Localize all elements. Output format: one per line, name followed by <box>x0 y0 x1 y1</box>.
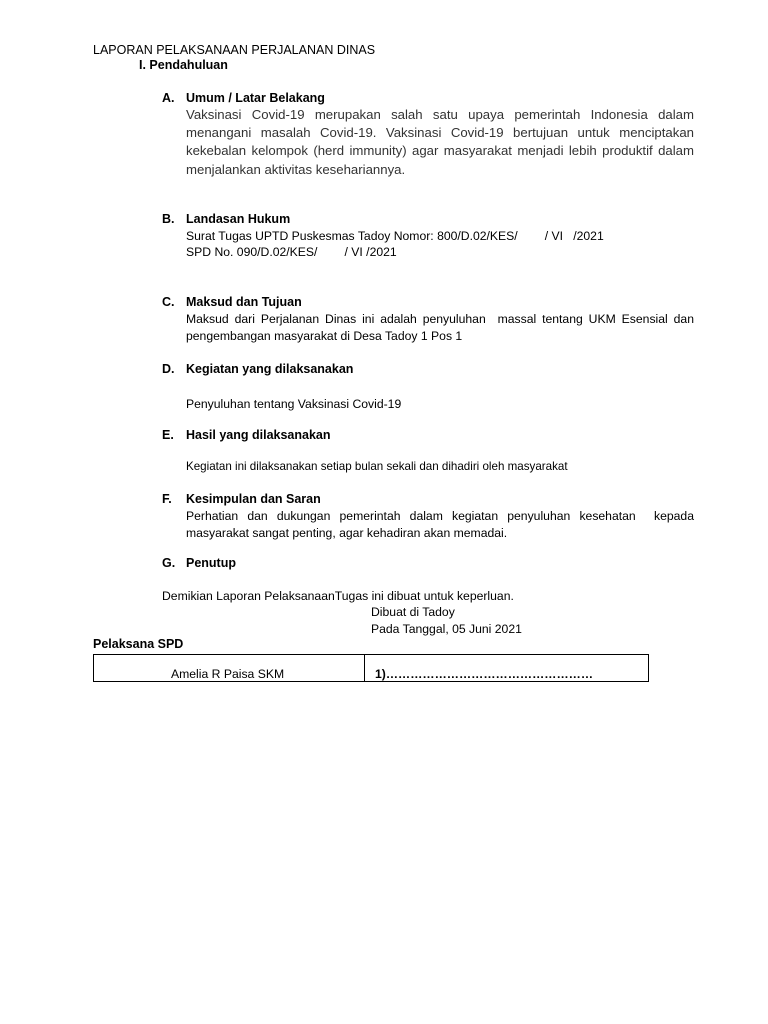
intro-heading: I. Pendahuluan <box>139 58 228 72</box>
closing-statement: Demikian Laporan PelaksanaanTugas ini dibuat untuk keperluan. <box>162 589 514 603</box>
section-heading: Hasil yang dilaksanakan <box>186 428 331 442</box>
section-heading: Maksud dan Tujuan <box>186 295 302 309</box>
section-marker: A. <box>162 91 175 105</box>
closing-place: Dibuat di Tadoy <box>371 605 455 619</box>
section-body: Maksud dari Perjalanan Dinas ini adalah penyuluhan massal tentang UKM Esensial dan pengembangan masyarakat di Desa Tadoy 1 Pos 1 <box>186 312 698 343</box>
section-body: Penyuluhan tentang Vaksinasi Covid-19 <box>186 397 402 411</box>
section-marker: E. <box>162 428 174 442</box>
section-marker: D. <box>162 362 175 376</box>
legal-basis-line: SPD No. 090/D.02/KES/ / VI /2021 <box>186 245 397 259</box>
section-body: Kegiatan ini dilaksanakan setiap bulan sekali dan dihadiri oleh masyarakat <box>186 460 568 473</box>
section-marker: C. <box>162 295 175 309</box>
section-marker: F. <box>162 492 172 506</box>
section-marker: B. <box>162 212 175 226</box>
signature-table <box>93 654 649 682</box>
closing-date: Pada Tanggal, 05 Juni 2021 <box>371 622 522 636</box>
legal-basis-line: Surat Tugas UPTD Puskesmas Tadoy Nomor: 800/D.02/KES/ / VI /2021 <box>186 229 604 243</box>
section-marker: G. <box>162 556 176 570</box>
signature-line: 1)…………………………………………… <box>375 667 594 681</box>
section-heading: Kegiatan yang dilaksanakan <box>186 362 354 376</box>
section-heading: Umum / Latar Belakang <box>186 91 325 105</box>
section-heading: Penutup <box>186 556 236 570</box>
section-heading: Landasan Hukum <box>186 212 291 226</box>
signatory-name: Amelia R Paisa SKM <box>94 655 365 681</box>
section-body: Perhatian dan dukungan pemerintah dalam kegiatan penyuluhan kesehatan kepada masyarakat sangat penting, agar kehadiran akan memadai. <box>186 509 698 540</box>
signature-heading: Pelaksana SPD <box>93 637 184 651</box>
section-heading: Kesimpulan dan Saran <box>186 492 321 506</box>
document-title: LAPORAN PELAKSANAAN PERJALANAN DINAS <box>93 43 376 57</box>
section-body: Vaksinasi Covid-19 merupakan salah satu upaya pemerintah Indonesia dalam menangani masalah Covid-19. Vaksinasi Covid-19 bertujuan untuk menciptakan kekebalan kelompok (herd immunity) agar masyarakat menjadi lebih produktif dalam menjalankan aktivitas kesehariannya. <box>186 107 694 177</box>
